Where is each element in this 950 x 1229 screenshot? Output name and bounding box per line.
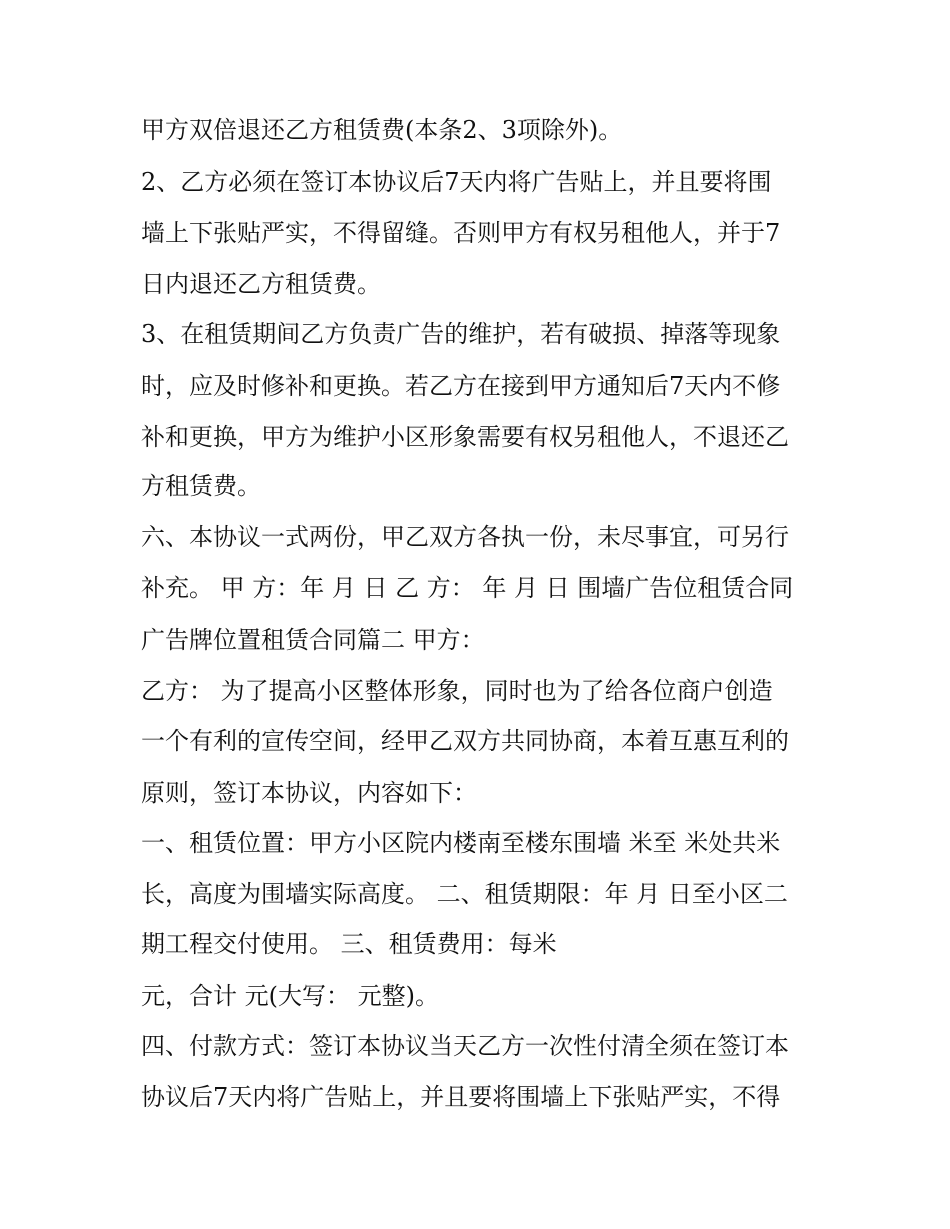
text-line: 3、在租赁期间乙方负责广告的维护，若有破损、掉落等现象 [141,320,781,348]
text-line: 时，应及时修补和更换。若乙方在接到甲方通知后7天内不修 [141,372,781,400]
text-line: 原则，签订本协议，内容如下： [141,779,477,807]
text-line: 补和更换，甲方为维护小区形象需要有权另租他人，不退还乙 [141,423,789,451]
text-line: 2、乙方必须在签订本协议后7天内将广告贴上，并且要将围 [141,168,772,196]
text-line: 甲方双倍退还乙方租赁费(本条2、3项除外)。 [141,116,623,144]
text-line: 补充。 甲 方：年 月 日 乙 方： 年 月 日 围墙广告位租赁合同 [141,574,794,602]
text-line: 元，合计 元(大写： 元整)。 [141,982,439,1010]
text-line: 期工程交付使用。 三、租赁费用：每米 [141,930,557,958]
text-line: 方租赁费。 [141,472,261,500]
text-line: 协议后7天内将广告贴上，并且要将围墙上下张贴严实，不得 [141,1083,781,1111]
text-line: 乙方： 为了提高小区整体形象，同时也为了给各位商户创造 [141,677,773,705]
text-line: 六、本协议一式两份，甲乙双方各执一份，未尽事宜，可另行 [141,523,789,551]
text-line: 长，高度为围墙实际高度。 二、租赁期限：年 月 日至小区二 [141,880,788,908]
text-line: 墙上下张贴严实，不得留缝。否则甲方有权另租他人，并于7 [141,219,781,247]
text-line: 一个有利的宣传空间，经甲乙双方共同协商，本着互惠互利的 [141,727,789,755]
text-line: 日内退还乙方租赁费。 [141,270,381,298]
text-line: 四、付款方式：签订本协议当天乙方一次性付清全须在签订本 [141,1032,789,1060]
text-line: 广告牌位置租赁合同篇二 甲方： [141,626,485,654]
text-line: 一、租赁位置：甲方小区院内楼南至楼东围墙 米至 米处共米 [141,829,781,857]
